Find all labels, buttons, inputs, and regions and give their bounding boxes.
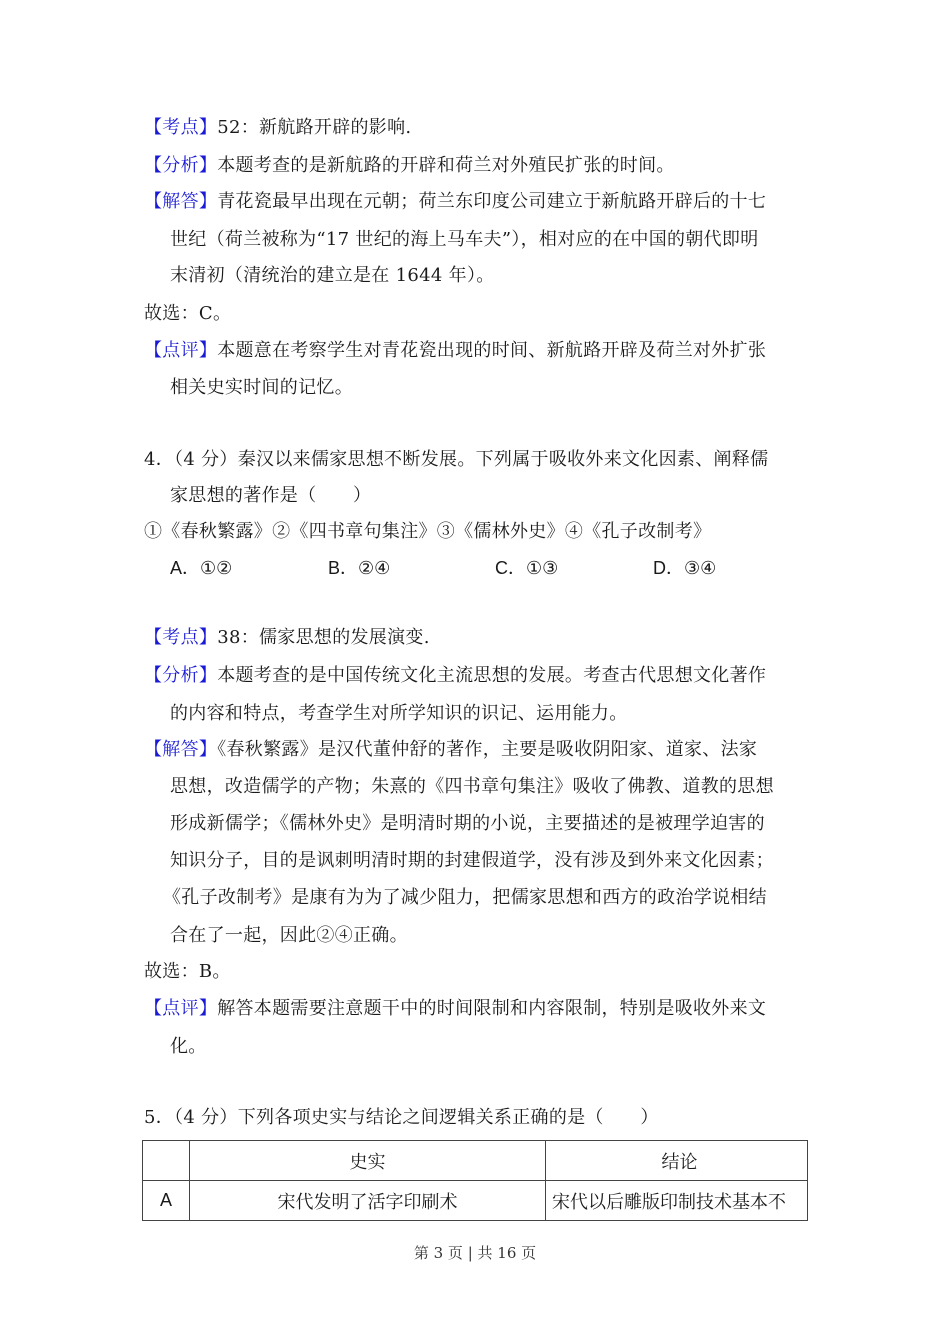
q4-stem: 4．（4 分）秦汉以来儒家思想不断发展。下列属于吸收外来文化因素、阐释儒 — [144, 449, 769, 470]
q4-option-a: A．①② — [170, 558, 233, 579]
q4-items: ①《春秋繁露》②《四书章句集注》③《儒林外史》④《孔子改制考》 — [144, 521, 712, 542]
table-header-cell: 结论 — [546, 1141, 808, 1181]
q4-jieda-line: 知识分子，目的是讽刺明清时期的封建假道学，没有涉及到外来文化因素； — [170, 850, 774, 871]
q3-dianping — [144, 339, 814, 363]
jieda-text: 青花瓷最早出现在元朝；荷兰东印度公司建立于新航路开辟后的十七 — [217, 191, 767, 212]
q4-option-d: D．③④ — [653, 558, 717, 579]
dianping-text: 本题意在考察学生对青花瓷出现的时间、新航路开辟及荷兰对外扩张 — [217, 340, 767, 361]
fenxi-label: 【分析】 — [144, 665, 218, 686]
fenxi-text: 本题考查的是中国传统文化主流思想的发展。考查古代思想文化著作 — [217, 665, 767, 686]
q3-jieda-line: 末清初（清统治的建立是在 1644 年）。 — [170, 265, 495, 286]
jieda-label: 【解答】 — [144, 191, 218, 212]
table-cell: 宋代以后雕版印制技术基本不 — [546, 1181, 808, 1221]
q3-kaodian — [144, 116, 814, 140]
jieda-text: 《春秋繁露》是汉代董仲舒的著作，主要是吸收阴阳家、道家、法家 — [217, 739, 758, 760]
table-cell: 宋代发明了活字印刷术 — [190, 1181, 546, 1221]
q4-jieda-line: 合在了一起，因此②④正确。 — [170, 925, 408, 946]
table-header-row — [143, 1141, 808, 1181]
q4-jieda-line: 《孔子改制考》是康有为为了减少阻力，把儒家思想和西方的政治学说相结 — [163, 887, 767, 908]
table-header-cell: 史实 — [190, 1141, 546, 1181]
q4-jieda — [144, 738, 814, 762]
q4-dianping — [144, 997, 814, 1021]
table-header-cell — [143, 1141, 190, 1181]
table-row — [143, 1181, 808, 1221]
fenxi-text: 本题考查的是新航路的开辟和荷兰对外殖民扩张的时间。 — [217, 155, 675, 176]
q4-answer: 故选：B。 — [144, 961, 231, 982]
dianping-text: 解答本题需要注意题干中的时间限制和内容限制，特别是吸收外来文 — [217, 998, 767, 1019]
q3-fenxi — [144, 154, 814, 178]
q4-jieda-line: 思想，改造儒学的产物；朱熹的《四书章句集注》吸收了佛教、道教的思想 — [170, 776, 774, 797]
kaodian-text: 38：儒家思想的发展演变. — [217, 627, 430, 648]
table-cell: A — [143, 1181, 190, 1221]
q3-jieda-line: 世纪（荷兰被称为“17 世纪的海上马车夫”），相对应的在中国的朝代即明 — [170, 229, 759, 250]
kaodian-label: 【考点】 — [144, 627, 218, 648]
q4-option-b: B．②④ — [328, 558, 391, 579]
q4-stem-line: 家思想的著作是（ ） — [170, 485, 372, 506]
q5-stem: 5．（4 分）下列各项史实与结论之间逻辑关系正确的是（ ） — [144, 1107, 659, 1128]
q5-table — [142, 1140, 808, 1221]
q4-fenxi — [144, 664, 814, 688]
fenxi-label: 【分析】 — [144, 155, 218, 176]
q4-fenxi-line: 的内容和特点，考查学生对所学知识的识记、运用能力。 — [170, 703, 628, 724]
page-footer: 第 3 页 | 共 16 页 — [413, 1244, 537, 1262]
kaodian-text: 52：新航路开辟的影响. — [217, 117, 412, 138]
q4-option-c: C．①③ — [495, 558, 559, 579]
jieda-label: 【解答】 — [144, 739, 218, 760]
kaodian-label: 【考点】 — [144, 117, 218, 138]
q4-kaodian — [144, 626, 814, 650]
q3-dianping-line: 相关史实时间的记忆。 — [170, 377, 353, 398]
q4-jieda-line: 形成新儒学；《儒林外史》是明清时期的小说，主要描述的是被理学迫害的 — [170, 813, 765, 834]
q3-jieda — [144, 190, 814, 214]
q3-answer: 故选：C。 — [144, 303, 232, 324]
q4-dianping-line: 化。 — [170, 1036, 207, 1057]
dianping-label: 【点评】 — [144, 998, 218, 1019]
dianping-label: 【点评】 — [144, 340, 218, 361]
